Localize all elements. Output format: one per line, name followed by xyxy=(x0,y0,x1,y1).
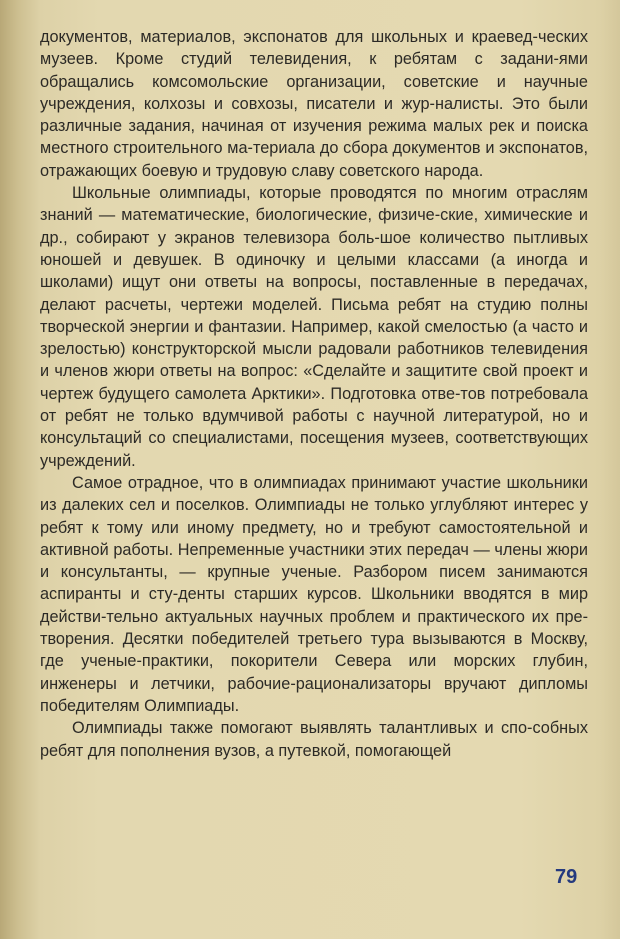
paragraph-2: Школьные олимпиады, которые проводятся по многим отраслям знаний — математические, биологические, физиче-ские, химические и др., собирают у экранов телевизора боль-шое количество пытливых юношей и девушек. В одиночку и целыми классами (а иногда и школами) ищут они ответы на вопросы, поставленные в передачах, делают расчеты, чертежи моделей. Письма ребят на студию полны творческой энергии и фантазии. Например, какой смелостью (а часто и зрелостью) конструкторской мысли радовали работников телевидения и членов жюри ответы на вопрос: «Сделайте и защитите свой проект и чертеж будущего самолета Арктики». Подготовка отве-тов потребовала от ребят не только вдумчивой работы с научной литературой, но и консультаций со специалистами, посещения музеев, соответствующих учреждений. xyxy=(40,184,588,470)
page-number: 79 xyxy=(555,866,578,888)
paragraph-1: документов, материалов, экспонатов для школьных и краевед-ческих музеев. Кроме студий телевидения, к ребятам с задани-ями обращались комсомольские организации, советские и научные учреждения, колхозы и совхозы, писатели и жур-налисты. Это были различные задания, начиная от изучения режима малых рек и поиска местного строительного ма-териала до сбора документов и экспонатов, отражающих боевую и трудовую славу советского народа. xyxy=(40,28,588,180)
body-text xyxy=(40,26,588,762)
paragraph-3: Самое отрадное, что в олимпиадах принимают участие школьники из далеких сел и поселков. Олимпиады не только углубляют интерес у ребят к тому или иному предмету, но и требуют самостоятельной и активной работы. Непременные участники этих передач — члены жюри и консультанты, — крупные ученые. Разбором писем занимаются аспиранты и сту-денты старших курсов. Школьники вводятся в мир действи-тельно актуальных научных проблем и практического их пре-творения. Десятки победителей третьего тура вызываются в Москву, где ученые-практики, покорители Севера или морских глубин, инженеры и летчики, рабочие-рационализаторы вручают дипломы победителям Олимпиады. xyxy=(40,473,588,715)
paragraph-4: Олимпиады также помогают выявлять талантливых и спо-собных ребят для пополнения вузов, а путевкой, помогающей xyxy=(40,719,588,760)
